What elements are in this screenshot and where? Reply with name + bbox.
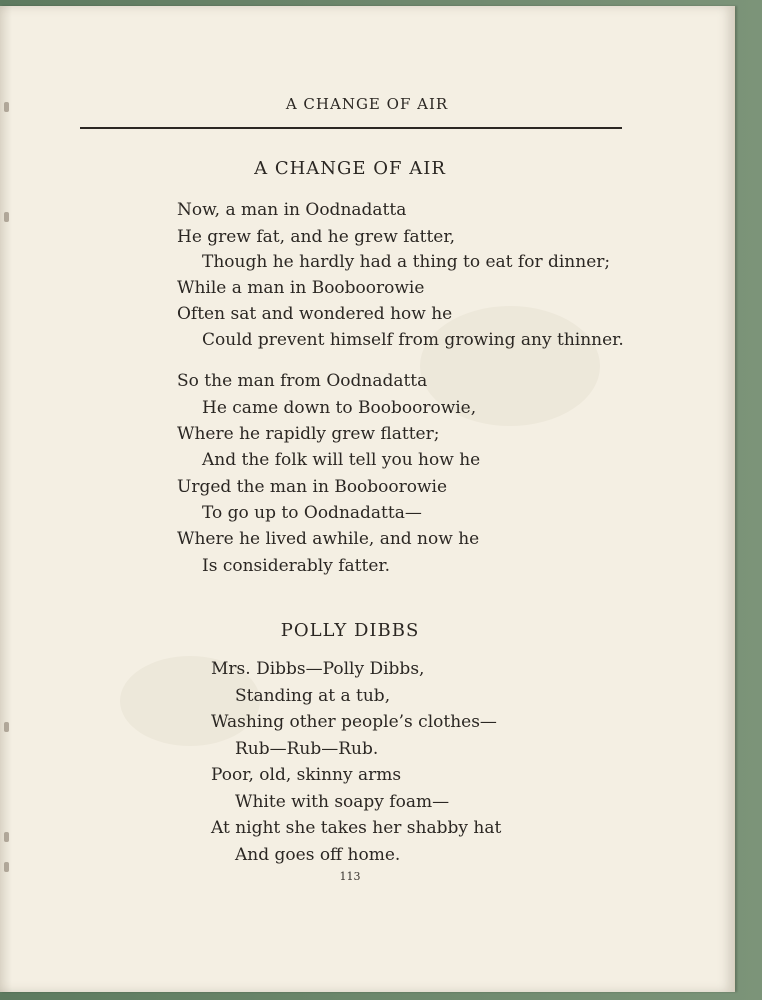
poem-line: White with soapy foam— bbox=[235, 792, 450, 812]
running-head: A CHANGE OF AIR bbox=[285, 95, 449, 113]
page-number: 113 bbox=[339, 870, 361, 883]
poem-line: Is considerably fatter. bbox=[202, 556, 391, 576]
poem-title: A CHANGE OF AIR bbox=[254, 158, 446, 179]
poem-line: Rub—Rub—Rub. bbox=[235, 739, 379, 759]
poem-line: Often sat and wondered how he bbox=[177, 304, 453, 324]
poem-title: POLLY DIBBS bbox=[280, 620, 420, 641]
poem-line: Poor, old, skinny arms bbox=[211, 765, 402, 785]
poem-line: He came down to Booboorowie, bbox=[202, 398, 477, 418]
poem-line: To go up to Oodnadatta— bbox=[202, 503, 422, 523]
poem-line: Urged the man in Booboorowie bbox=[177, 477, 448, 497]
poem-line: And goes off home. bbox=[235, 845, 401, 865]
binding-mark bbox=[4, 212, 9, 222]
poem-line: Washing other people’s clothes— bbox=[211, 712, 497, 732]
header-rule bbox=[80, 127, 622, 129]
binding-mark bbox=[4, 832, 9, 842]
poem-line: Though he hardly had a thing to eat for dinner; bbox=[202, 252, 611, 272]
poem-line: And the folk will tell you how he bbox=[202, 450, 481, 470]
poem-line: Standing at a tub, bbox=[235, 686, 391, 706]
poem-line: Where he lived awhile, and now he bbox=[177, 529, 480, 549]
poem-line: Where he rapidly grew flatter; bbox=[177, 424, 440, 444]
poem-line: Now, a man in Oodnadatta bbox=[177, 200, 407, 220]
poem-line: At night she takes her shabby hat bbox=[211, 818, 502, 838]
poem-line: He grew fat, and he grew fatter, bbox=[177, 227, 456, 247]
poem-line: Mrs. Dibbs—Polly Dibbs, bbox=[211, 659, 425, 679]
binding-mark bbox=[4, 722, 9, 732]
poem-line: So the man from Oodnadatta bbox=[177, 371, 428, 391]
poem-line: While a man in Booboorowie bbox=[177, 278, 425, 298]
poem-line: Could prevent himself from growing any thinner. bbox=[202, 330, 624, 350]
